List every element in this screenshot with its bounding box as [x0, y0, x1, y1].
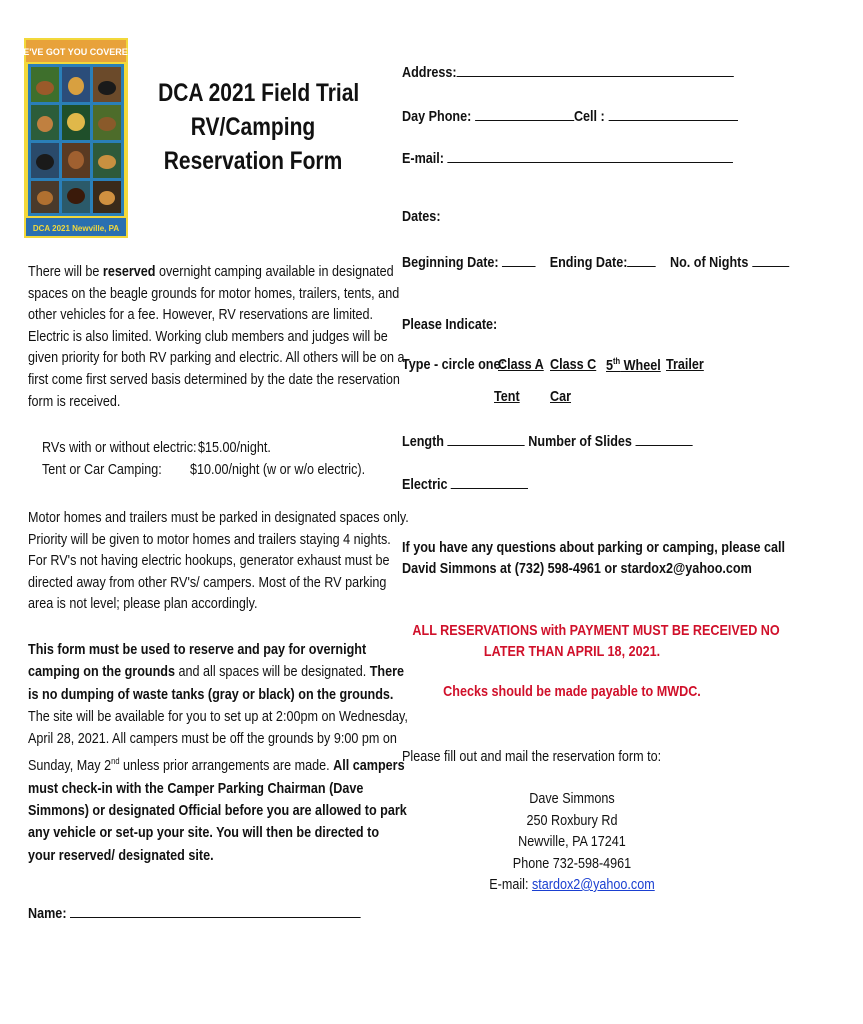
electric-row: [402, 474, 552, 493]
phone-row: [402, 106, 802, 125]
length-row: [402, 431, 748, 450]
name-label: Name:: [28, 905, 67, 922]
option-tent[interactable]: Tent: [494, 388, 520, 405]
address-field[interactable]: [457, 62, 734, 77]
option-fifth-wheel[interactable]: 5th Wheel: [606, 356, 661, 374]
mail-street: 250 Roxbury Rd: [526, 811, 618, 829]
beginning-date-field[interactable]: [502, 252, 536, 267]
email-row: [402, 148, 796, 167]
mail-email-label: E-mail:: [489, 876, 532, 893]
please-indicate-label: Please Indicate:: [402, 316, 498, 333]
mail-instruction: Please fill out and mail the reservation form to:: [402, 748, 662, 765]
name-field[interactable]: [70, 903, 361, 918]
title-line-2: RV/Camping: [190, 113, 316, 141]
cell-phone-field[interactable]: [608, 106, 737, 121]
dates-label: Dates:: [402, 208, 441, 225]
beginning-date-label: Beginning Date:: [402, 254, 499, 271]
intro-paragraph: There will be reserved overnight camping available in designated spaces on the beagle grounds for motor homes, trailers, tents, and other vehicles for a fee. However, RV reservations are limited. Electric is also limited. Working club members and judges will be given priority for both RV parking and electric. All others will be on a first come first served basis determined by the date the reservation form is received.: [28, 263, 405, 410]
page-title: [140, 76, 366, 178]
tent-price-label: Tent or Car Camping:: [42, 461, 162, 478]
day-phone-label: Day Phone:: [402, 108, 472, 125]
email-label: E-mail:: [402, 150, 445, 167]
nights-label: No. of Nights: [669, 254, 749, 271]
poster-banner-text: WE'VE GOT YOU COVERED!: [14, 47, 138, 57]
mail-name: Dave Simmons: [529, 790, 615, 807]
option-class-a[interactable]: Class A: [498, 356, 544, 373]
rv-price-label: RVs with or without electric:: [42, 439, 197, 456]
notice-line-1: ALL RESERVATIONS with PAYMENT MUST BE RECEIVED NO: [412, 622, 780, 639]
rules-paragraph: This form must be used to reserve and pay for overnight camping on the grounds and all spaces will be designated. There is no dumping of waste tanks (gray or black) on the grounds. The site will be available for you to set up at 2:00pm on Wednesday, April 28, 2021. All campers must be off the grounds by 9:00 pm on Sunday, May 2nd unless prior arrangements are made. All campers must check-in with the Camper Parking Chairman (Dave Simmons) or designated Official before you are allowed to park any vehicle or set-up your site. You will then be directed to your reserved/ designated site.: [28, 641, 408, 864]
type-label: Type - circle one:: [402, 356, 505, 373]
title-line-1: DCA 2021 Field Trial: [158, 79, 360, 107]
option-class-c[interactable]: Class C: [550, 356, 597, 373]
length-label: Length: [402, 433, 444, 450]
slides-label: Number of Slides: [528, 433, 632, 450]
name-row: [28, 903, 424, 922]
option-car[interactable]: Car: [550, 388, 572, 405]
day-phone-field[interactable]: [475, 106, 574, 121]
mail-phone: Phone 732-598-4961: [512, 854, 632, 872]
rv-price: $15.00/night.: [198, 439, 271, 456]
address-label: Address:: [402, 64, 457, 81]
nights-field[interactable]: [752, 252, 789, 267]
option-trailer[interactable]: Trailer: [666, 356, 704, 373]
mail-email-line: [412, 874, 731, 896]
mail-city: Newville, PA 17241: [518, 833, 626, 850]
electric-label: Electric: [402, 476, 448, 493]
motor-home-paragraph: Motor homes and trailers must be parked in designated spaces only. Priority will be given to motor homes and trailers staying 4 nights. For RV's not having electric hookups, generator exhaust must be directed away from other RV's/ campers. Most of the RV parking area is not level; please plan accordingly.: [28, 509, 409, 613]
contact-line-2: David Simmons at (732) 598-4961 or stardox2@yahoo.com: [402, 560, 752, 577]
length-field[interactable]: [448, 431, 525, 446]
contact-line-1: If you have any questions about parking or camping, please call: [402, 539, 786, 556]
notice-line-2: LATER THAN APRIL 18, 2021.: [483, 643, 661, 660]
address-row: [402, 62, 797, 81]
pricing-block: [42, 437, 372, 483]
electric-field[interactable]: [451, 474, 528, 489]
email-field[interactable]: [448, 148, 734, 163]
slides-field[interactable]: [635, 431, 692, 446]
ending-date-field[interactable]: [627, 252, 656, 267]
email-link[interactable]: stardox2@yahoo.com: [531, 876, 655, 893]
ending-date-label: Ending Date:: [549, 254, 628, 271]
event-poster: [14, 38, 138, 238]
title-line-3: Reservation Form: [163, 147, 343, 175]
tent-price: $10.00/night (w or w/o electric).: [190, 461, 366, 478]
cell-label: Cell :: [573, 108, 605, 125]
checks-payable-notice: Checks should be made payable to MWDC.: [443, 683, 701, 700]
poster-footer-text: DCA 2021 Newville, PA: [32, 224, 120, 233]
